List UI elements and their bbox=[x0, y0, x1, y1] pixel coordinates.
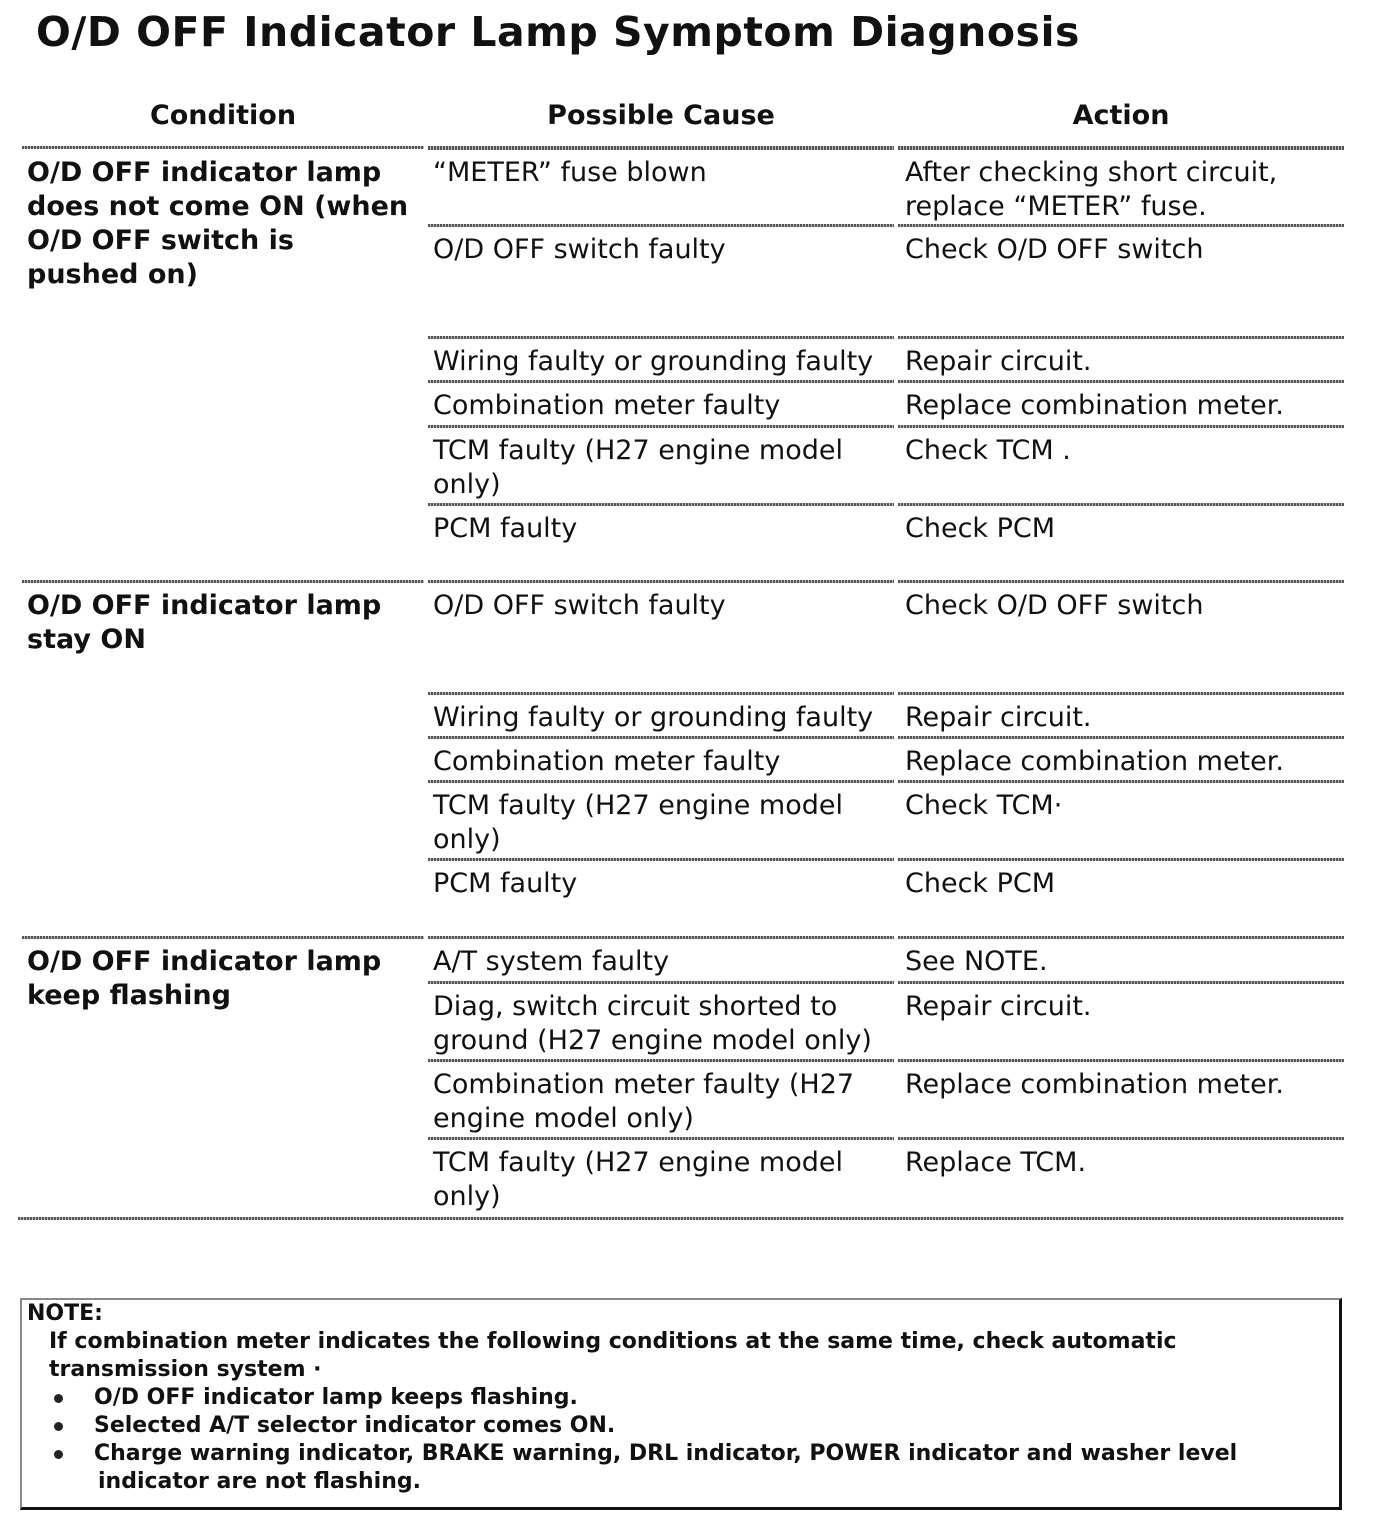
row-divider bbox=[898, 336, 1344, 339]
group-divider bbox=[22, 936, 424, 939]
cause-text: TCM faulty (H27 engine model bbox=[433, 435, 843, 466]
row-divider bbox=[428, 780, 894, 783]
condition-text: pushed on) bbox=[27, 259, 198, 290]
condition-text: does not come ON (when bbox=[27, 191, 409, 222]
row-divider bbox=[428, 425, 894, 428]
cause-text: ground (H27 engine model only) bbox=[433, 1025, 872, 1056]
action-text: Check PCM bbox=[905, 513, 1056, 544]
cause-text: TCM faulty (H27 engine model bbox=[433, 1147, 843, 1178]
cause-text: Combination meter faulty bbox=[433, 390, 781, 421]
cause-text: O/D OFF switch faulty bbox=[433, 590, 726, 621]
row-divider bbox=[428, 503, 894, 506]
row-divider bbox=[898, 981, 1344, 984]
row-divider bbox=[428, 147, 894, 150]
action-text: Check TCM· bbox=[905, 790, 1063, 821]
page-title: O/D OFF Indicator Lamp Symptom Diagnosis bbox=[36, 8, 1080, 56]
action-text: Repair circuit. bbox=[905, 702, 1092, 733]
cause-text: engine model only) bbox=[433, 1103, 694, 1134]
row-divider bbox=[898, 580, 1344, 583]
condition-text: keep flashing bbox=[27, 980, 231, 1011]
note-intro: transmission system · bbox=[49, 1357, 322, 1382]
row-divider bbox=[898, 380, 1344, 383]
row-divider bbox=[428, 336, 894, 339]
row-divider bbox=[428, 1137, 894, 1140]
row-divider bbox=[898, 147, 1344, 150]
note-intro: If combination meter indicates the following conditions at the same time, check automatic bbox=[49, 1329, 1177, 1354]
row-divider bbox=[898, 425, 1344, 428]
cause-text: only) bbox=[433, 469, 501, 500]
row-divider bbox=[428, 736, 894, 739]
cause-text: Combination meter faulty (H27 bbox=[433, 1069, 855, 1100]
cause-text: Combination meter faulty bbox=[433, 746, 781, 777]
row-divider bbox=[898, 1137, 1344, 1140]
bullet-icon bbox=[54, 1422, 63, 1431]
condition-text: O/D OFF indicator lamp bbox=[27, 157, 382, 188]
header-divider bbox=[22, 146, 424, 149]
cause-text: “METER” fuse blown bbox=[433, 157, 707, 188]
cause-text: only) bbox=[433, 1181, 501, 1212]
action-text: replace “METER” fuse. bbox=[905, 191, 1207, 222]
action-text: Check PCM bbox=[905, 868, 1056, 899]
header-condition: Condition bbox=[149, 100, 297, 131]
bullet-icon bbox=[54, 1450, 63, 1459]
action-text: Replace TCM. bbox=[905, 1147, 1087, 1178]
action-text: Repair circuit. bbox=[905, 991, 1092, 1022]
cause-text: Diag, switch circuit shorted to bbox=[433, 991, 838, 1022]
cause-text: PCM faulty bbox=[433, 513, 578, 544]
condition-text: O/D OFF switch is bbox=[27, 225, 294, 256]
action-text: Check O/D OFF switch bbox=[905, 234, 1204, 265]
group-divider bbox=[22, 580, 424, 583]
row-divider bbox=[898, 503, 1344, 506]
row-divider bbox=[898, 736, 1344, 739]
cause-text: Wiring faulty or grounding faulty bbox=[433, 702, 874, 733]
row-divider bbox=[428, 580, 894, 583]
cause-text: A/T system faulty bbox=[433, 946, 670, 977]
row-divider bbox=[898, 936, 1344, 939]
table-bottom-border bbox=[18, 1217, 1344, 1220]
row-divider bbox=[898, 858, 1344, 861]
cause-text: O/D OFF switch faulty bbox=[433, 234, 726, 265]
bullet-icon bbox=[54, 1394, 63, 1403]
condition-text: O/D OFF indicator lamp bbox=[27, 946, 382, 977]
action-text: Replace combination meter. bbox=[905, 746, 1284, 777]
row-divider bbox=[898, 780, 1344, 783]
note-bullet-text: indicator are not flashing. bbox=[98, 1469, 421, 1494]
action-text: Check TCM . bbox=[905, 435, 1071, 466]
action-text: See NOTE. bbox=[905, 946, 1048, 977]
condition-text: O/D OFF indicator lamp bbox=[27, 590, 382, 621]
row-divider bbox=[428, 936, 894, 939]
condition-text: stay ON bbox=[27, 624, 146, 655]
action-text: Check O/D OFF switch bbox=[905, 590, 1204, 621]
action-text: Repair circuit. bbox=[905, 346, 1092, 377]
cause-text: Wiring faulty or grounding faulty bbox=[433, 346, 874, 377]
note-label: NOTE: bbox=[27, 1301, 103, 1326]
header-possible-cause: Possible Cause bbox=[547, 100, 775, 131]
action-text: Replace combination meter. bbox=[905, 390, 1284, 421]
cause-text: TCM faulty (H27 engine model bbox=[433, 790, 843, 821]
note-bullet-text: Charge warning indicator, BRAKE warning, DRL indicator, POWER indicator and washer level bbox=[94, 1441, 1238, 1466]
row-divider bbox=[428, 380, 894, 383]
row-divider bbox=[898, 1059, 1344, 1062]
row-divider bbox=[898, 692, 1344, 695]
action-text: After checking short circuit, bbox=[905, 157, 1278, 188]
row-divider bbox=[428, 981, 894, 984]
row-divider bbox=[898, 224, 1344, 227]
header-action: Action bbox=[1072, 100, 1170, 131]
row-divider bbox=[428, 858, 894, 861]
note-bullet-text: O/D OFF indicator lamp keeps flashing. bbox=[94, 1385, 578, 1410]
cause-text: only) bbox=[433, 824, 501, 855]
action-text: Replace combination meter. bbox=[905, 1069, 1284, 1100]
row-divider bbox=[428, 1059, 894, 1062]
note-bullet-text: Selected A/T selector indicator comes ON. bbox=[94, 1413, 616, 1438]
row-divider bbox=[428, 224, 894, 227]
cause-text: PCM faulty bbox=[433, 868, 578, 899]
row-divider bbox=[428, 692, 894, 695]
